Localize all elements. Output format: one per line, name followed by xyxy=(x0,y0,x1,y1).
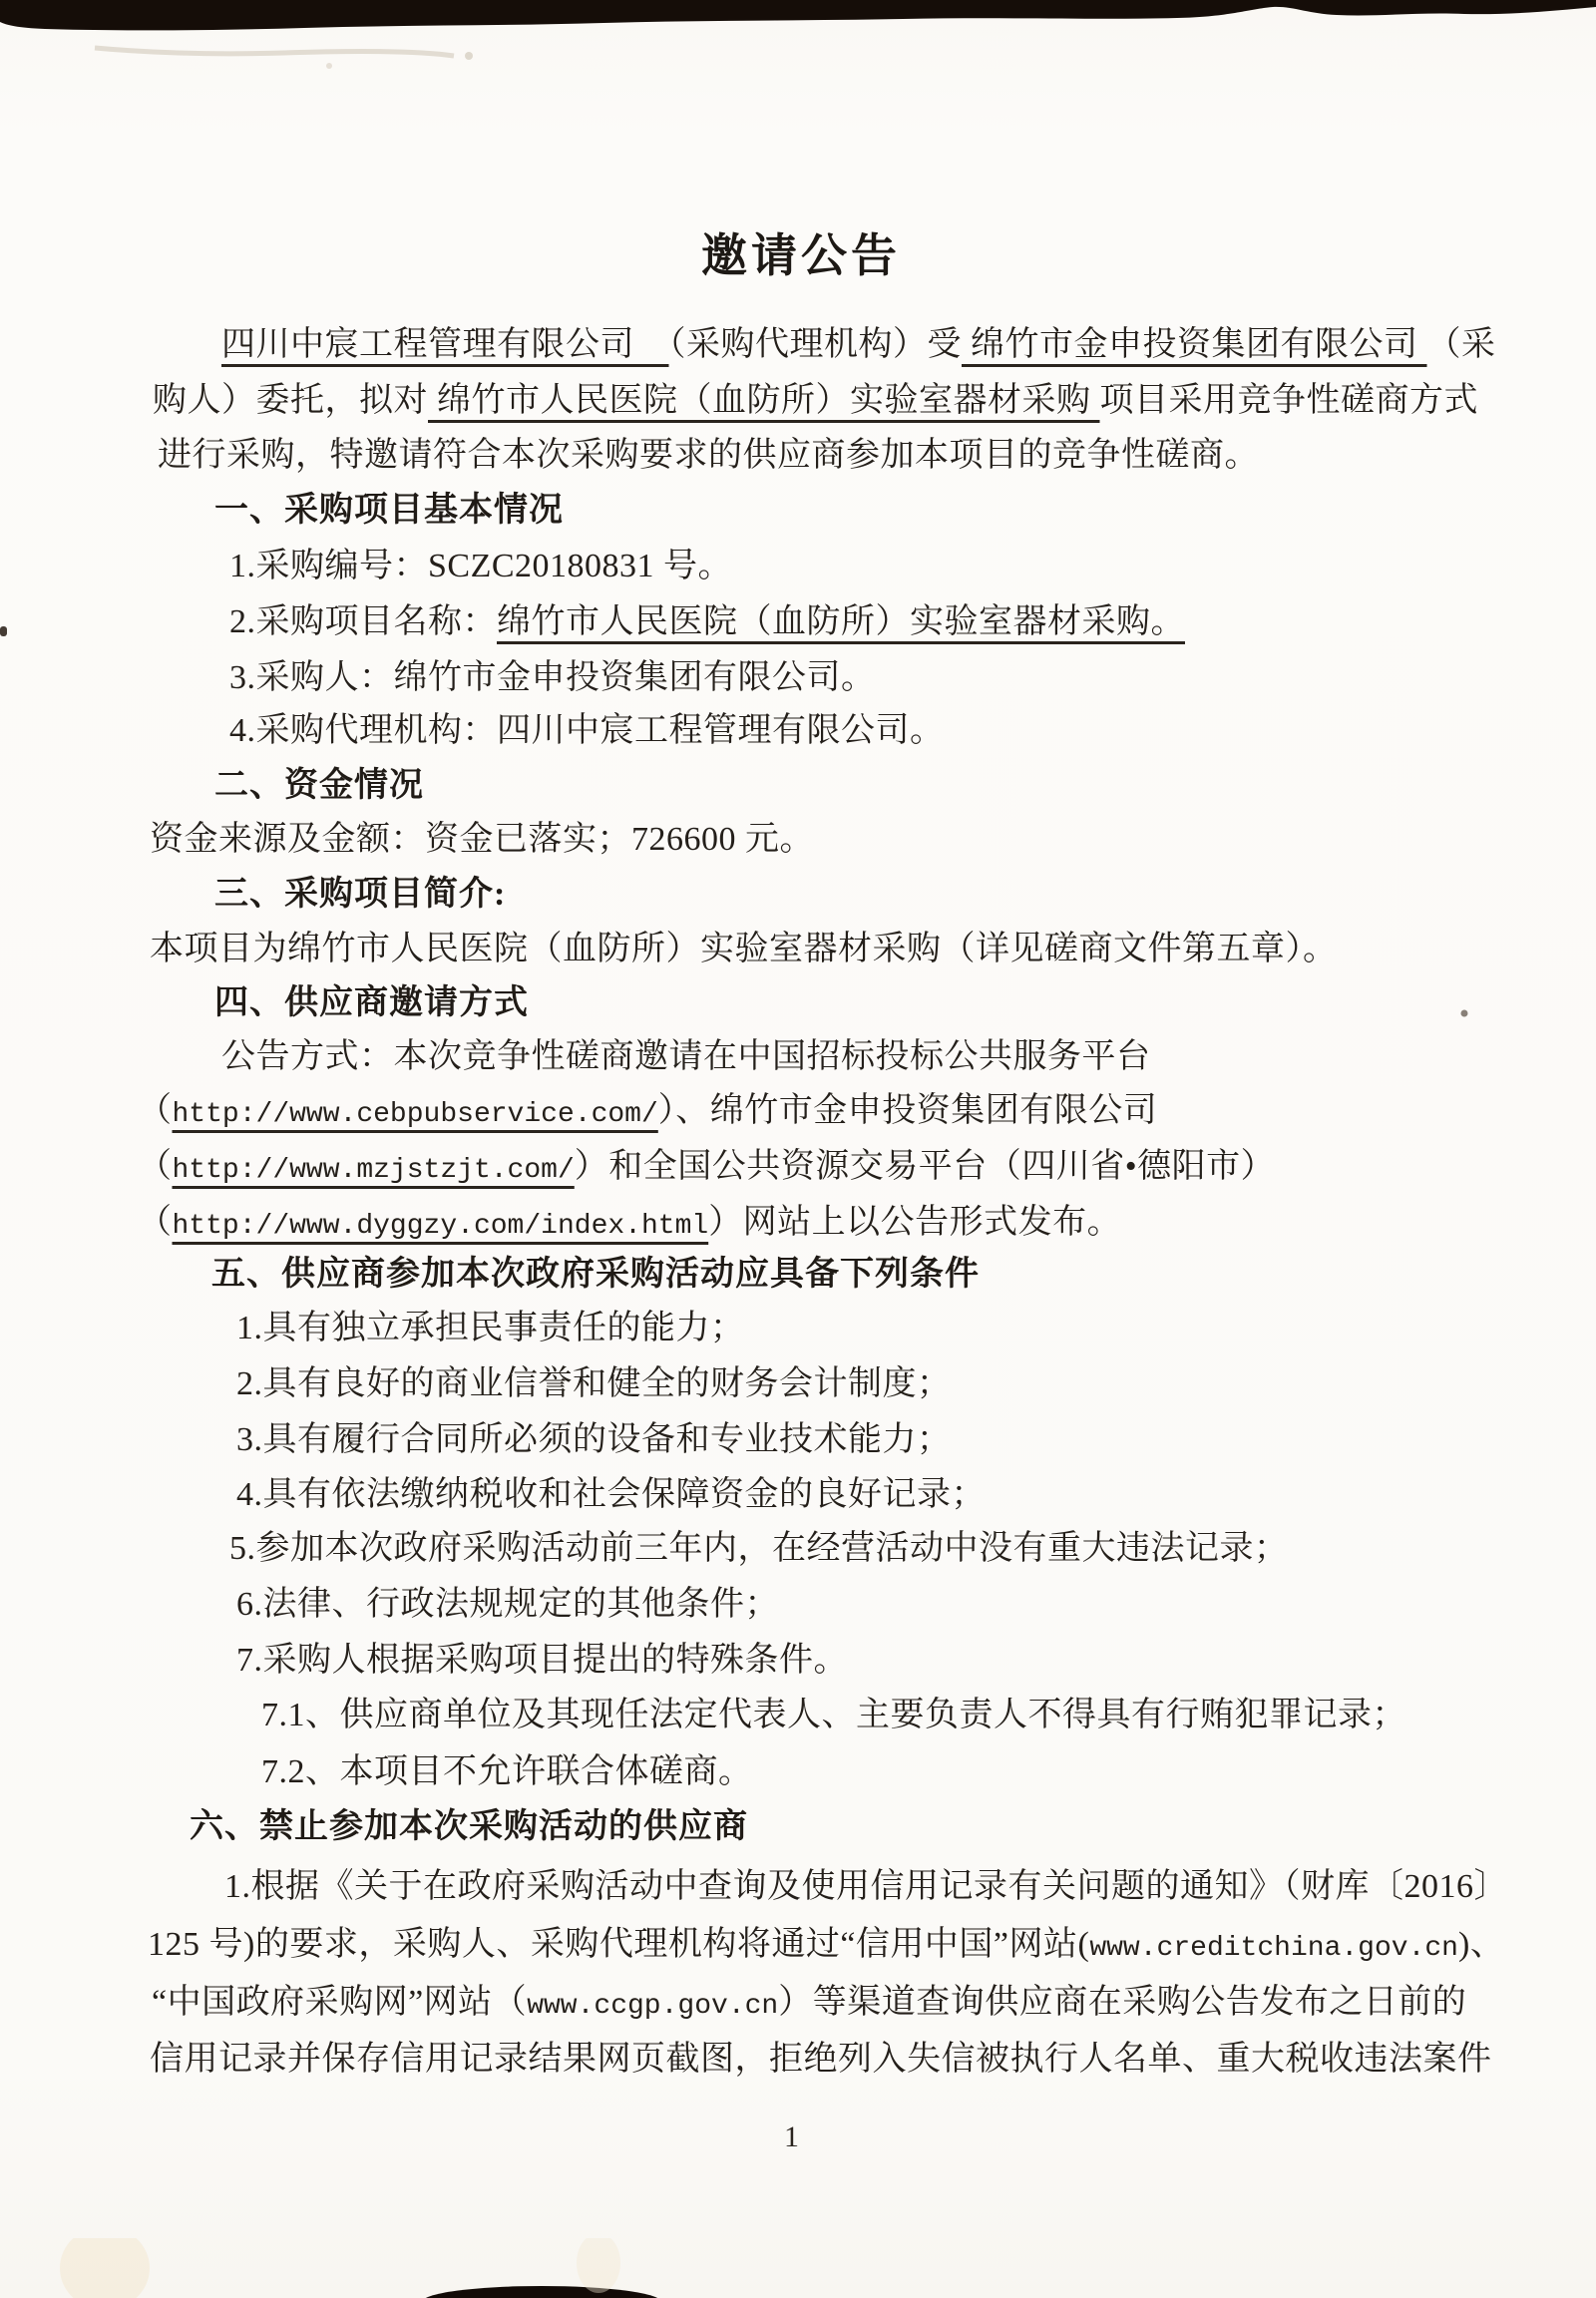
scan-artifact-top-band xyxy=(0,0,1596,90)
condition-item-1: 1.具有独立承担民事责任的能力； xyxy=(236,1310,745,1346)
project-brief-line: 本项目为绵竹市人民医院（血防所）实验室器材采购（详见磋商文件第五章）。 xyxy=(150,931,1338,967)
url-line-text: ）、绵竹市金申投资集团有限公司 xyxy=(657,1092,1158,1129)
project-name-item xyxy=(229,602,1185,641)
dyggzy-url: http://www.dyggzy.com/index.html xyxy=(172,1211,709,1242)
purchaser-item: 3.采购人：绵竹市金申投资集团有限公司。 xyxy=(229,659,876,696)
intro-text: （采 xyxy=(1426,326,1496,363)
url-line-text: ）网站上以公告形式发布。 xyxy=(708,1204,1122,1241)
ccgp-url: www.ccgp.gov.cn xyxy=(527,1991,779,2022)
condition-item-6: 6.法律、行政法规规定的其他条件； xyxy=(236,1586,779,1623)
section-1-heading: 一、采购项目基本情况 xyxy=(214,492,564,529)
credit-record-line-2 xyxy=(148,1925,1504,1965)
url-line-text: ）和全国公共资源交易平台（四川省•德阳市） xyxy=(574,1148,1276,1185)
url-line-cebpubservice xyxy=(138,1091,1157,1131)
condition-item-3: 3.具有履行合同所必须的设备和专业技术能力； xyxy=(236,1421,952,1458)
credit-text: 125 号)的要求，采购人、采购代理机构将通过“信用中国”网站( xyxy=(148,1926,1090,1963)
credit-record-line-4: 信用记录并保存信用记录结果网页截图，拒绝列入失信被执行人名单、重大税收违法案件 xyxy=(150,2041,1492,2078)
condition-item-7: 7.采购人根据采购项目提出的特殊条件。 xyxy=(236,1642,848,1679)
project-name-underlined: 绵竹市人民医院（血防所）实验室器材采购。 xyxy=(497,603,1185,640)
condition-item-4: 4.具有依法缴纳税收和社会保障资金的良好记录； xyxy=(236,1476,986,1513)
mzjstzjt-url: http://www.mzjstzjt.com/ xyxy=(172,1155,575,1186)
scan-artifact-bottom-mark xyxy=(0,2238,1596,2298)
agency-item: 4.采购代理机构：四川中宸工程管理有限公司。 xyxy=(229,712,945,749)
credit-text: )、 xyxy=(1458,1926,1505,1963)
procurement-number-item: 1.采购编号：SCZC20180831 号。 xyxy=(229,548,733,584)
intro-line-1 xyxy=(221,325,1496,364)
section-4-heading: 四、供应商邀请方式 xyxy=(214,984,529,1021)
paren: （ xyxy=(138,1092,173,1129)
item-label: 2.采购项目名称： xyxy=(229,603,497,640)
condition-item-7-1: 7.1、供应商单位及其现任法定代表人、主要负责人不得具有行贿犯罪记录； xyxy=(261,1697,1406,1733)
section-2-heading: 二、资金情况 xyxy=(214,767,424,804)
url-line-mzjstzjt xyxy=(138,1147,1275,1187)
creditchina-url: www.creditchina.gov.cn xyxy=(1089,1933,1458,1964)
funding-line: 资金来源及金额：资金已落实；726600 元。 xyxy=(150,821,814,858)
section-3-heading: 三、采购项目简介: xyxy=(214,876,507,913)
url-line-dyggzy xyxy=(138,1203,1121,1243)
credit-text: ）等渠道查询供应商在采购公告发布之日前的 xyxy=(778,1984,1467,2021)
doc-title: 邀请公告 xyxy=(701,230,901,281)
cebpubservice-url: http://www.cebpubservice.com/ xyxy=(172,1099,658,1130)
project-name-underlined: 绵竹市人民医院（血防所）实验室器材采购 xyxy=(428,382,1100,419)
section-5-heading: 五、供应商参加本次政府采购活动应具备下列条件 xyxy=(211,1256,980,1293)
purchaser-name-underlined: 绵竹市金申投资集团有限公司 xyxy=(962,326,1427,363)
intro-line-2 xyxy=(153,381,1478,420)
section-6-heading: 六、禁止参加本次采购活动的供应商 xyxy=(190,1808,748,1845)
intro-text: 项目采用竞争性磋商方式 xyxy=(1099,382,1478,419)
condition-item-2: 2.具有良好的商业信誉和健全的财务会计制度； xyxy=(236,1365,952,1402)
intro-text: （采购代理机构）受 xyxy=(668,326,962,363)
credit-record-line-3 xyxy=(152,1983,1466,2023)
page-number: 1 xyxy=(784,2120,799,2153)
announcement-method-line: 公告方式：本次竞争性磋商邀请在中国招标投标公共服务平台 xyxy=(221,1038,1151,1075)
agency-name-underlined: 四川中宸工程管理有限公司 xyxy=(221,326,669,363)
intro-text: 购人）委托，拟对 xyxy=(153,382,428,419)
paren: （ xyxy=(138,1204,173,1241)
condition-item-5: 5.参加本次政府采购活动前三年内，在经营活动中没有重大违法记录； xyxy=(229,1530,1289,1567)
credit-record-line-1: 1.根据《关于在政府采购活动中查询及使用信用记录有关问题的通知》（财库〔2016〕 xyxy=(224,1868,1508,1905)
intro-line-3: 进行采购，特邀请符合本次采购要求的供应商参加本项目的竞争性磋商。 xyxy=(158,437,1259,474)
credit-text: “中国政府采购网”网站（ xyxy=(152,1984,528,2021)
paren: （ xyxy=(138,1148,173,1185)
condition-item-7-2: 7.2、本项目不允许联合体磋商。 xyxy=(261,1753,753,1790)
